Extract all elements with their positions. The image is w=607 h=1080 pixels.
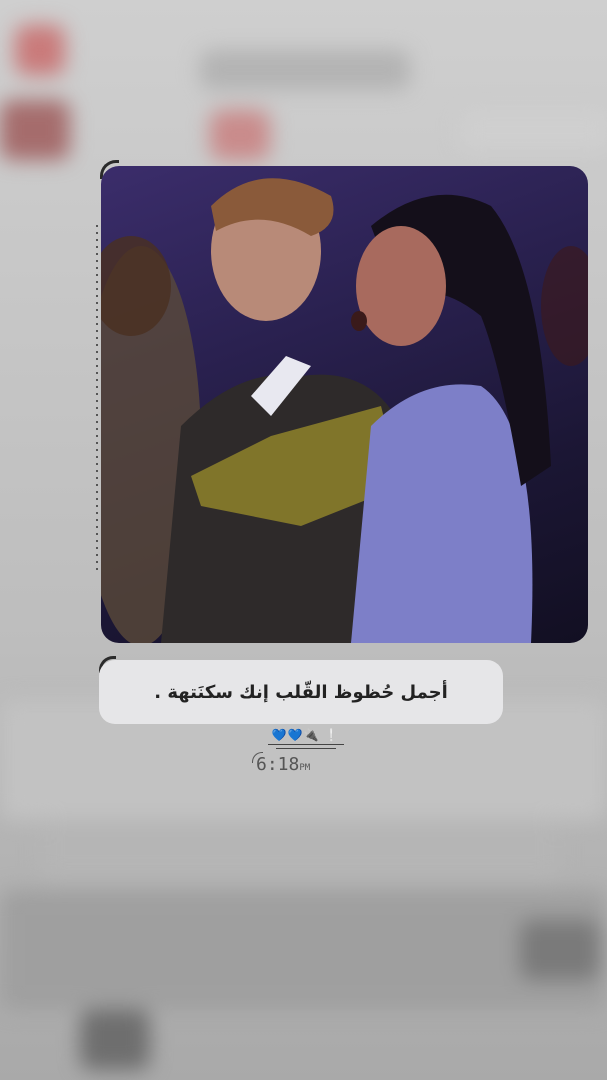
stamp-time: 6:18 [256,754,300,775]
couple-photo [101,166,588,643]
stamp-suffix: PM [299,763,311,773]
hearts-text: 💙💙🔌 ❕ [271,728,341,742]
dotted-divider [96,225,98,575]
time-stamp [256,754,310,775]
heart-emojis [268,728,344,749]
text-message[interactable] [99,660,503,724]
message-text: أجمل حُظوظ القّلب إنك سكنَتهة . [154,681,448,703]
photo-message[interactable] [101,166,588,643]
